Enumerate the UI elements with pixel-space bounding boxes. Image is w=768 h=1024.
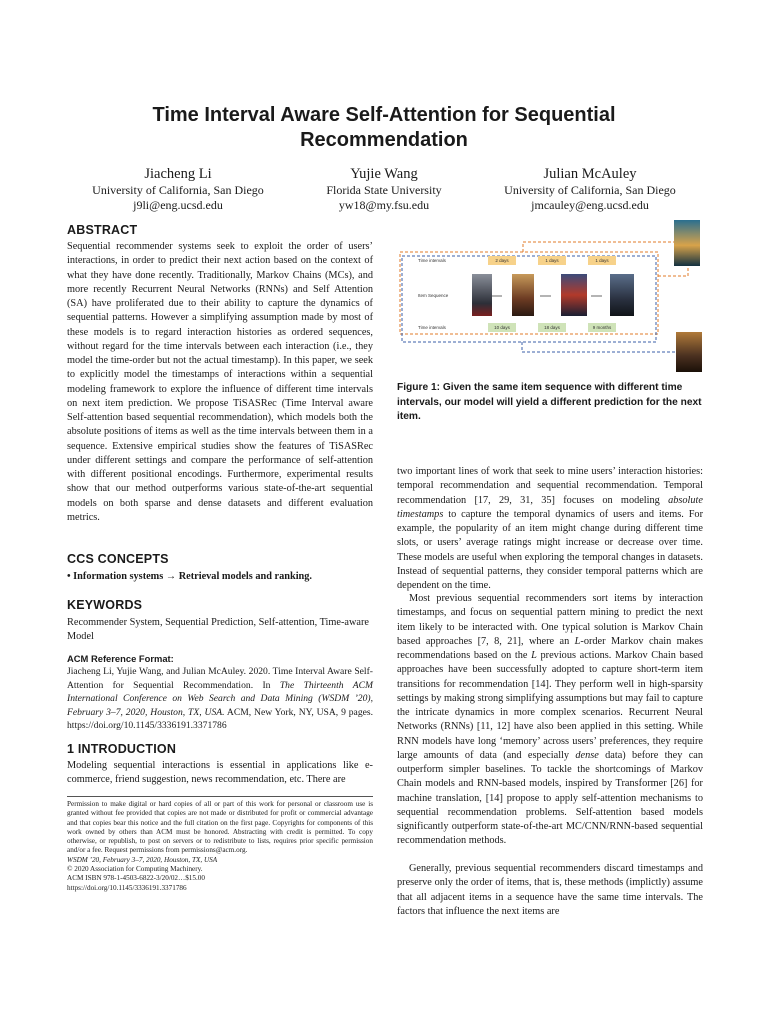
row-label-bottom: Time intervals — [418, 325, 446, 330]
ccs-text: • Information systems → Retrieval models and ranking. — [67, 571, 313, 582]
author-name: Julian McAuley — [543, 166, 637, 182]
figure-caption: Figure 1: Given the same item sequence with different time intervals, our model will yield a different prediction for the next item. — [397, 382, 702, 422]
footnote-conference: WSDM ’20, February 3–7, 2020, Houston, TX, USA — [67, 855, 218, 864]
ccs-heading: CCS CONCEPTS — [67, 552, 169, 566]
author-affiliation: University of California, San Diego — [504, 183, 676, 197]
acm-ref-venue: The Thirteenth ACM International Conference on Web Search and Data Mining (WSDM ’20), February 3–7, 2020, Houston, TX, USA. — [67, 679, 373, 718]
intro-text-segment: Most previous sequential recommenders sort items by interaction timestamps, and focus on sequential pattern mining to predict the next item likely to be interacted with. One typical solution is Markov Chain based approaches [7, 8, 21], where an — [397, 593, 703, 647]
top-interval-3: 1 days — [588, 256, 616, 265]
intro-emphasis: dense — [575, 749, 599, 761]
orange-connector — [523, 242, 676, 252]
predicted-poster-bottom-image — [676, 332, 702, 372]
author-affiliation: Florida State University — [326, 183, 442, 197]
predicted-poster-top-image — [674, 220, 700, 266]
intro-paragraph-left: Modeling sequential interactions is essential in applications like e-commerce, friend suggestion, news recommendation, etc. There are — [67, 760, 373, 786]
acm-ref-authors: Jiacheng Li, Yujie Wang, and Julian McAuley. 2020. Time Interval Aware Self-Attention for Sequential Recommendation. In — [67, 666, 373, 691]
acm-ref-text — [67, 665, 373, 733]
footnote — [67, 800, 373, 893]
author-email: j9li@eng.ucsd.edu — [133, 198, 223, 212]
intro-text-segment: to capture the temporal dynamics of users and items. For example, the popularity of an item might change during different time slots, or users’ average ratings might increase or decrease over time. These models are useful when exploring the temporal changes in datasets. Instead of sequential patterns, they consider temporal patterns which are dependent on the time. — [397, 508, 703, 591]
intro-paragraph-2 — [397, 592, 703, 849]
row-label-items: Item Sequence — [418, 293, 449, 298]
intro-text-segment: data) before they can outperform simpler baselines. To tackle the shortcomings of Markov Chain models and RNN-based models, inspired by Transformer [26] for machine translation, [14] propose to apply self-attention mechanisms to sequential recommendation problems. Self-attention based models significantly outperform state-of-the-art MC/CNN/RNN-based sequential recommendation methods. — [397, 749, 703, 847]
movie-poster-image — [512, 274, 534, 316]
intro-text-segment: previous actions. Markov Chain based approaches have been successfully adopted to capture short-term item transitions for recommendation [14]. They perform well in high-sparsity settings by making strong simplifying assumptions but may fail to capture the intricate dynamics in more complex scenarios. Recurrent Neural Networks (RNNs) [11, 12] have also been applied in this setting. While RNN models have long ‘memory’ across users’ preferences, they require large amounts of data (and especially — [397, 650, 703, 761]
blue-connector — [522, 342, 680, 352]
row-label-top: Time intervals — [418, 258, 446, 263]
intro-paragraph-1-cont — [397, 465, 703, 593]
author-block-3 — [475, 165, 705, 213]
intro-text-segment: -order Markov chain makes recommendations based on the — [397, 635, 703, 661]
intro-text-segment: two important lines of work that seek to mine users’ interaction histories: temporal recommendation and sequential recommendation. Temporal recommendation [17, 29, 31, 35] focuses on modeling — [397, 466, 703, 506]
orange-connector-2 — [658, 266, 688, 276]
paper-title: Time Interval Aware Self-Attention for Sequential Recommendation — [152, 104, 616, 151]
footnote-copyright: © 2020 Association for Computing Machinery. — [67, 865, 203, 874]
bottom-interval-3: 9 months — [588, 323, 616, 332]
intro-emphasis: L — [531, 650, 537, 661]
acm-ref-tail: ACM, New York, NY, USA, 9 pages. https://doi.org/10.1145/3336191.3371786 — [67, 706, 374, 732]
author-block-2 — [269, 165, 499, 213]
keywords-heading: KEYWORDS — [67, 598, 143, 612]
author-affiliation: University of California, San Diego — [92, 183, 264, 197]
movie-poster-image — [610, 274, 634, 316]
top-interval-2: 1 days — [538, 256, 566, 265]
intro-heading: 1 INTRODUCTION — [67, 742, 177, 756]
acm-ref-heading: ACM Reference Format: — [67, 653, 174, 664]
intro-emphasis: L — [574, 635, 581, 647]
footnote-isbn: ACM ISBN 978-1-4503-6822-3/20/02…$15.00 — [67, 874, 205, 883]
top-interval-1: 2 days — [488, 256, 516, 265]
footnote-permission: Permission to make digital or hard copies of all or part of this work for personal or classroom use is granted without fee provided that copies are not made or distributed for profit or commercial advantage and that copies bear this notice and the full citation on the first page. Copyrights for components of this work owned by others than ACM must be honored. Abstracting with credit is permitted. To copy otherwise, or republish, to post on servers or to redistribute to lists, requires prior specific permission and/or a fee. Request permissions from permissions@acm.org. — [67, 800, 373, 855]
bottom-interval-2: 18 days — [538, 323, 566, 332]
footnote-doi: https://doi.org/10.1145/3336191.3371786 — [67, 883, 187, 892]
keywords-text: Recommender System, Sequential Prediction, Self-attention, Time-aware Model — [67, 617, 369, 643]
author-name: Yujie Wang — [350, 166, 418, 182]
author-email: jmcauley@eng.ucsd.edu — [531, 198, 649, 212]
author-name: Jiacheng Li — [144, 166, 212, 182]
movie-poster-image — [561, 274, 587, 316]
footnote-divider — [67, 796, 373, 797]
abstract-heading: ABSTRACT — [67, 223, 138, 237]
author-email: yw18@my.fsu.edu — [338, 198, 430, 212]
bottom-interval-1: 10 days — [488, 323, 516, 332]
intro-paragraph-3: Generally, previous sequential recommenders discard timestamps and preserve only the order of items, that is, these methods (implictly) assume that all adjacent items in a sequence have the same time intervals. The factors that influence the next items are — [397, 863, 703, 917]
abstract-text: Sequential recommender systems seek to exploit the order of users’ interactions, in order to predict their next action based on the context of what they have done recently. Traditionally, Markov Chains (MCs), and more recently Recurrent Neural Networks (RNNs) and Self Attention (SA) have proliferated due to their ability to capture the dynamics of sequential patterns. However a simplifying assumption made by most of these models is to regard interaction histories as ordered sequences, without regard for the time intervals between each interaction (i.e., they model the time-order but not the actual timestamp). In this paper, we seek to explicitly model the timestamps of interactions within a sequential modeling framework to explore the influence of different time intervals on next item prediction. We propose TiSASRec (Time Interval aware Self-attention based sequential recommendation), which models both the absolute positions of items as well as the time intervals between them in a sequence. Extensive empirical studies show the features of TiSASRec under different settings and compare the performance of self-attention with different positional encodings. Furthermore, experimental results show that our method outperforms various state-of-the-art sequential models on both sparse and dense datasets and different evaluation metrics. — [67, 241, 373, 523]
figure-1 — [398, 216, 708, 376]
author-block-1 — [63, 165, 293, 213]
intro-emphasis: absolute timestamps — [397, 494, 703, 520]
movie-poster-image — [472, 274, 492, 316]
